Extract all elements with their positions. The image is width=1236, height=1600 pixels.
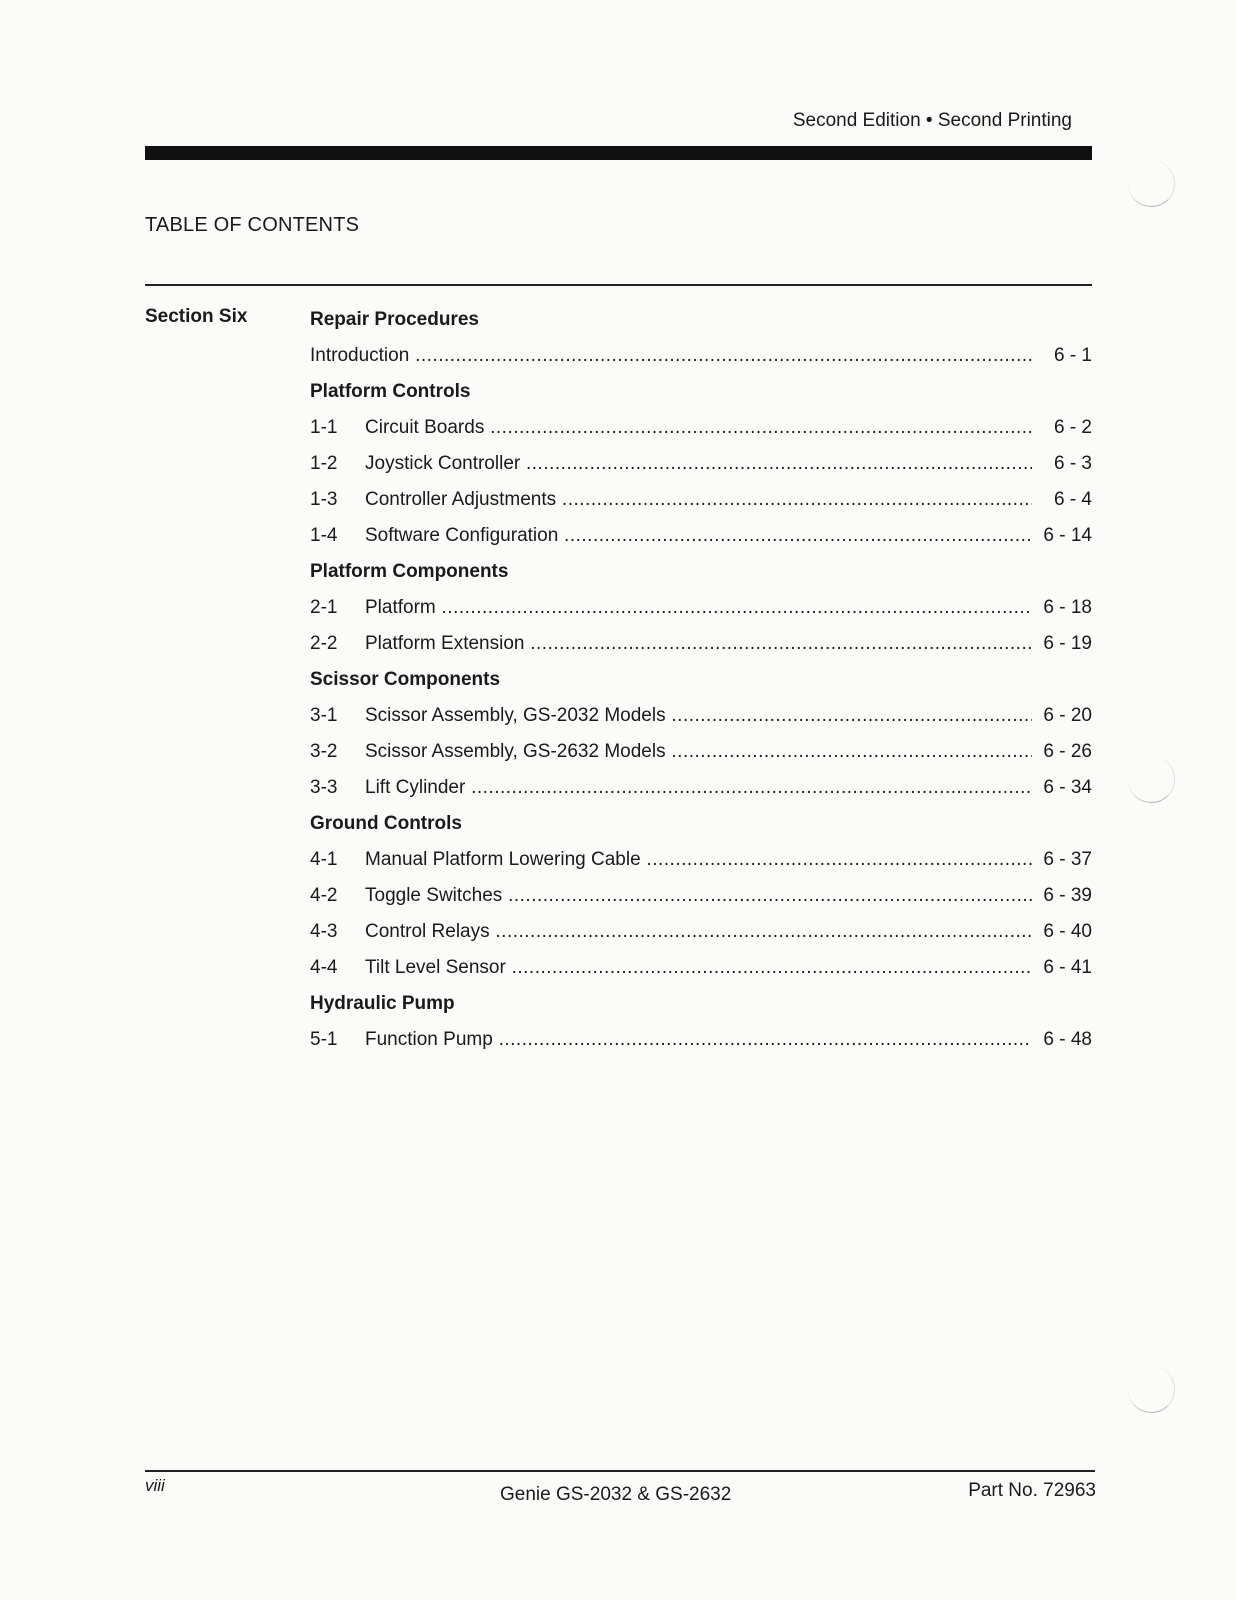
toc-heading xyxy=(310,986,1094,1022)
toc-entry[interactable] xyxy=(310,878,1094,914)
toc-entry[interactable] xyxy=(310,518,1094,554)
title-divider xyxy=(145,284,1092,286)
toc-entry[interactable] xyxy=(310,734,1094,770)
toc-entry-number: 3-2 xyxy=(310,741,338,762)
toc-entry[interactable] xyxy=(310,590,1094,626)
punch-hole-mark xyxy=(1128,756,1175,803)
toc-entry-label: Toggle Switches ..... xyxy=(365,878,1032,914)
toc-entry-label: Circuit Boards ..... xyxy=(365,410,1032,446)
toc-page-number: 6 - 40 xyxy=(1043,921,1092,942)
toc-entry[interactable] xyxy=(310,410,1094,446)
toc-entry-label: Joystick Controller ..... xyxy=(365,446,1032,482)
toc-page-number: 6 - 14 xyxy=(1043,525,1092,546)
toc-page-number: 6 - 41 xyxy=(1043,957,1092,978)
toc-page-number: 6 - 1 xyxy=(1053,345,1092,366)
toc-entry-label: Platform Extension ..... xyxy=(365,626,1032,662)
toc-heading-label: Hydraulic Pump xyxy=(310,993,455,1014)
toc-entry[interactable] xyxy=(310,698,1094,734)
toc-page-number: 6 - 37 xyxy=(1043,849,1092,870)
toc-entry-label: Software Configuration ..... xyxy=(365,518,1032,554)
toc-heading-label: Repair Procedures xyxy=(310,309,479,330)
toc-heading xyxy=(310,302,1094,338)
toc-entry-number: 3-1 xyxy=(310,705,338,726)
part-number: Part No. 72963 xyxy=(968,1480,1096,1501)
toc-entry[interactable] xyxy=(310,626,1094,662)
toc-heading-label: Platform Components xyxy=(310,561,509,582)
toc-page-number: 6 - 3 xyxy=(1053,453,1092,474)
toc-page-number: 6 - 48 xyxy=(1043,1029,1092,1050)
toc-page-number: 6 - 2 xyxy=(1053,417,1092,438)
page-title: TABLE OF CONTENTS xyxy=(145,214,360,236)
toc-heading xyxy=(310,662,1094,698)
toc-entry-number: 2-2 xyxy=(310,633,338,654)
punch-hole-mark xyxy=(1128,1366,1175,1413)
toc-page-number: 6 - 18 xyxy=(1043,597,1092,618)
toc-entry-label: Manual Platform Lowering Cable ..... xyxy=(365,842,1032,878)
toc-entry-label: Scissor Assembly, GS-2632 Models ..... xyxy=(365,734,1032,770)
toc-page-number: 6 - 34 xyxy=(1043,777,1092,798)
toc-entry-number: 4-1 xyxy=(310,849,338,870)
toc-heading-label: Scissor Components xyxy=(310,669,501,690)
punch-hole-mark xyxy=(1128,160,1175,207)
section-label: Section Six xyxy=(145,306,248,327)
toc-entry[interactable] xyxy=(310,482,1094,518)
toc-entry-number: 4-2 xyxy=(310,885,338,906)
toc-entry-number: 2-1 xyxy=(310,597,338,618)
toc-entry[interactable] xyxy=(310,770,1094,806)
toc-entry-label: Introduction ..... xyxy=(310,338,1032,374)
toc-heading-label: Ground Controls xyxy=(310,813,462,834)
toc-page-number: 6 - 4 xyxy=(1053,489,1092,510)
toc-entry-label: Tilt Level Sensor ..... xyxy=(365,950,1032,986)
toc-heading xyxy=(310,554,1094,590)
toc-heading xyxy=(310,806,1094,842)
toc-heading-label: Platform Controls xyxy=(310,381,471,402)
toc-entry-number: 1-3 xyxy=(310,489,338,510)
footer-divider xyxy=(145,1470,1095,1472)
page-folio: viii xyxy=(145,1476,165,1495)
edition-label: Second Edition • Second Printing xyxy=(792,110,1072,131)
toc-page-number: 6 - 20 xyxy=(1043,705,1092,726)
toc-entry[interactable] xyxy=(310,914,1094,950)
toc-entry[interactable] xyxy=(310,842,1094,878)
toc-entry-label: Scissor Assembly, GS-2032 Models ..... xyxy=(365,698,1032,734)
toc-list xyxy=(310,302,1094,1058)
toc-entry[interactable] xyxy=(310,338,1094,374)
toc-entry[interactable] xyxy=(310,950,1094,986)
toc-entry-number: 4-4 xyxy=(310,957,338,978)
toc-entry-number: 1-4 xyxy=(310,525,338,546)
toc-entry-number: 1-1 xyxy=(310,417,338,438)
header-bar xyxy=(145,146,1092,160)
toc-page-number: 6 - 39 xyxy=(1043,885,1092,906)
toc-entry-label: Platform ..... xyxy=(365,590,1032,626)
toc-entry-label: Control Relays ..... xyxy=(365,914,1032,950)
toc-entry-label: Function Pump ..... xyxy=(365,1022,1032,1058)
toc-page-number: 6 - 19 xyxy=(1043,633,1092,654)
toc-entry-number: 5-1 xyxy=(310,1029,338,1050)
manual-title: Genie GS-2032 & GS-2632 xyxy=(500,1484,732,1505)
toc-entry[interactable] xyxy=(310,446,1094,482)
toc-entry-label: Lift Cylinder ..... xyxy=(365,770,1032,806)
toc-page-number: 6 - 26 xyxy=(1043,741,1092,762)
toc-entry[interactable] xyxy=(310,1022,1094,1058)
toc-heading xyxy=(310,374,1094,410)
toc-entry-number: 4-3 xyxy=(310,921,338,942)
toc-entry-number: 1-2 xyxy=(310,453,338,474)
toc-entry-label: Controller Adjustments ..... xyxy=(365,482,1032,518)
toc-entry-number: 3-3 xyxy=(310,777,338,798)
